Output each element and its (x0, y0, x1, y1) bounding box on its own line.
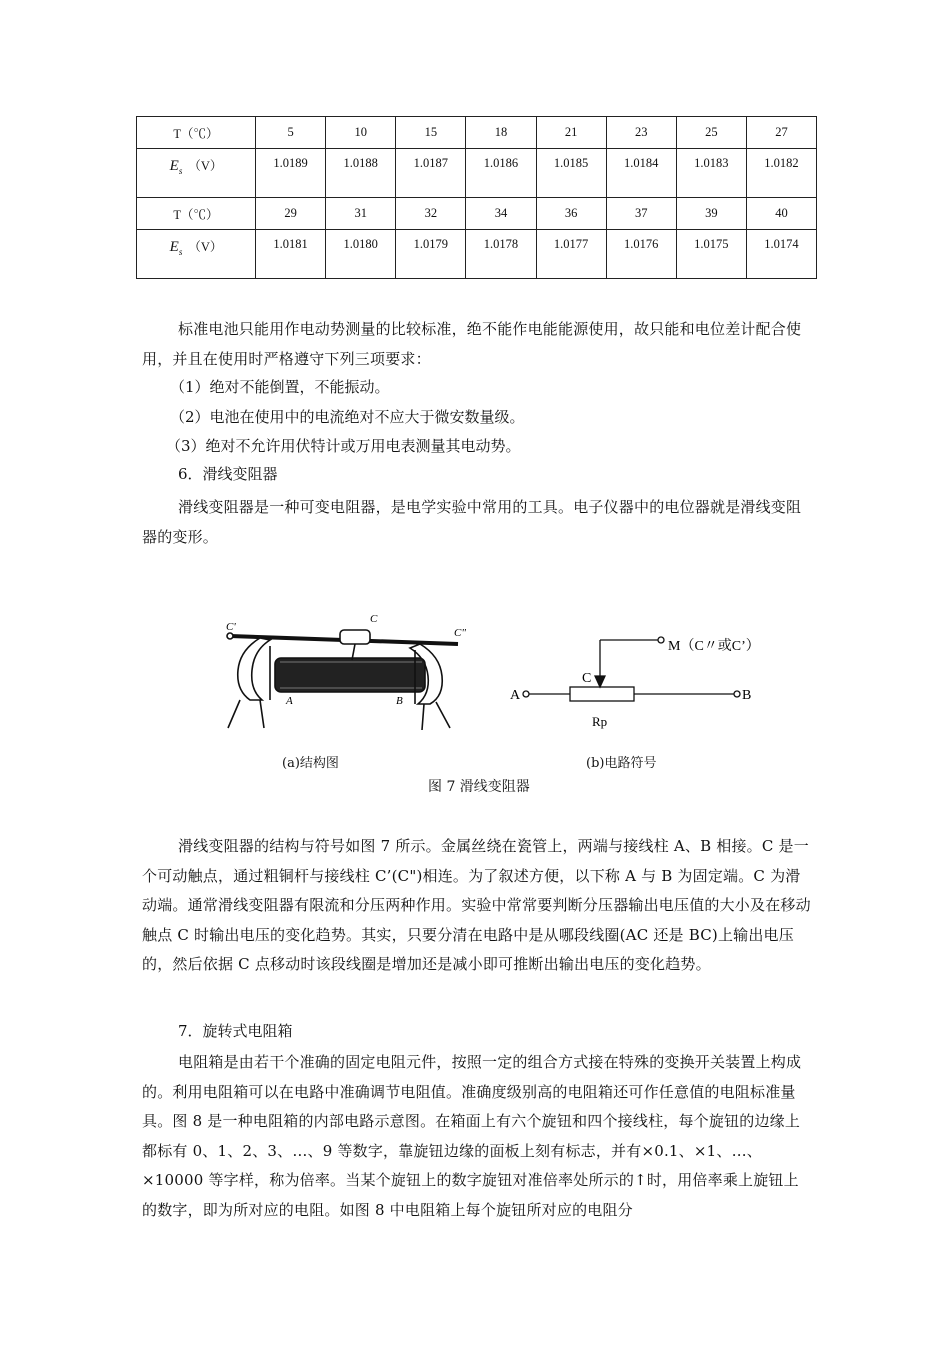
table-cell: 39 (676, 198, 746, 230)
table-cell: 1.0189 (256, 149, 326, 198)
table-cell: 10 (326, 117, 396, 149)
emf-symbol: $E_s$ (169, 158, 183, 176)
section-heading-7: 7．旋转式电阻箱 (178, 1022, 293, 1040)
figure-7-title: 图 7 滑线变阻器 (428, 779, 530, 795)
caption-circuit-symbol: (b)电路符号 (586, 756, 657, 771)
table-cell: 34 (466, 198, 536, 230)
table-cell: 1.0182 (746, 149, 816, 198)
table-cell: 1.0187 (396, 149, 466, 198)
table-cell: 1.0181 (256, 230, 326, 279)
label-b-structure: B (396, 695, 403, 707)
table-cell: 1.0185 (536, 149, 606, 198)
requirement-item-2: （2）电池在使用中的电流绝对不应大于微安数量级。 (170, 408, 525, 426)
circuit-label-rp: Rp (592, 714, 608, 729)
emf-row (137, 149, 817, 198)
requirement-item-3: （3）绝对不允许用伏特计或万用电表测量其电动势。 (166, 437, 521, 455)
rheostat-structure-drawing (227, 630, 458, 730)
emf-row (137, 230, 817, 279)
circuit-label-b: B (742, 688, 752, 703)
table-cell: 31 (326, 198, 396, 230)
circuit-label-a: A (510, 688, 521, 703)
table-cell: 40 (746, 198, 816, 230)
table-cell: 32 (396, 198, 466, 230)
emf-symbol: $E_s$ (169, 239, 183, 257)
table-cell: 1.0178 (466, 230, 536, 279)
circuit-label-m: M（C〃或C’） (668, 639, 760, 654)
table-cell: 1.0180 (326, 230, 396, 279)
paragraph-structure-description: 滑线变阻器的结构与符号如图 7 所示。金属丝绕在瓷管上，两端与接线柱 A、B 相接。C 是一个可动触点，通过粗铜杆与接线柱 C’(C")相连。为了叙述方便，以下称 A 与 B 为固定端。C 为滑动端。通常滑线变阻器有限流和分压两种作用。实验中常常要判断分压器输出电压值的大小及在移动触点 C 时输出电压的变化趋势。其实，只要分清在电路中是从哪段线圈(AC 还是 BC)上输出电压的，然后依据 C 点移动时该段线圈是增加还是减小即可推断出输出电压的变化趋势。 (142, 837, 811, 973)
table-cell: 1.0175 (676, 230, 746, 279)
table-cell: 1.0177 (536, 230, 606, 279)
row-header: T（℃） (137, 117, 256, 149)
table-cell: 15 (396, 117, 466, 149)
paragraph-standard-cell: 标准电池只能用作电动势测量的比较标准，绝不能作电能能源使用，故只能和电位差计配合使用，并且在使用时严格遵守下列三项要求： (142, 320, 802, 368)
table-cell: 21 (536, 117, 606, 149)
caption-structure: (a)结构图 (282, 756, 339, 771)
table-cell: 25 (676, 117, 746, 149)
table-cell: 29 (256, 198, 326, 230)
table-cell: 27 (746, 117, 816, 149)
table-cell: 1.0184 (606, 149, 676, 198)
table-cell: 1.0186 (466, 149, 536, 198)
paragraph-slide-rheostat-intro: 滑线变阻器是一种可变电阻器，是电学实验中常用的工具。电子仪器中的电位器就是滑线变阻器的变形。 (142, 498, 802, 546)
emf-unit: （V） (188, 240, 223, 254)
table-cell: 18 (466, 117, 536, 149)
circuit-label-c: C (582, 671, 592, 686)
label-c-prime: C' (226, 621, 236, 633)
requirement-item-1: （1）绝对不能倒置，不能振动。 (170, 378, 390, 396)
table-cell: 36 (536, 198, 606, 230)
table-cell: 1.0174 (746, 230, 816, 279)
table-cell: 1.0183 (676, 149, 746, 198)
temperature-row (137, 117, 817, 149)
label-a-structure: A (286, 695, 293, 707)
temperature-row (137, 198, 817, 230)
paragraph-resistance-box: 电阻箱是由若干个准确的固定电阻元件，按照一定的组合方式接在特殊的变换开关装置上构成的。利用电阻箱可以在电路中准确调节电阻值。准确度级别高的电阻箱还可作任意值的电阻标准量具。图 8 是一种电阻箱的内部电路示意图。在箱面上有六个旋钮和四个接线柱，每个旋钮的边缘上都标有 0、1、2、3、…、9 等数字，靠旋钮边缘的面板上刻有标志，并有×0.1、×1、…、×10000 等字样，称为倍率。当某个旋钮上的数字旋钮对准倍率处所示的↑时，用倍率乘上旋钮上的数字，即为所对应的电阻。如图 8 中电阻箱上每个旋钮所对应的电阻分 (142, 1053, 802, 1219)
row-header (137, 230, 256, 279)
row-header (137, 149, 256, 198)
label-c-top: C (370, 613, 378, 625)
table-cell: 1.0176 (606, 230, 676, 279)
emf-unit: （V） (188, 159, 223, 173)
table-cell: 23 (606, 117, 676, 149)
emf-temperature-table (136, 116, 817, 279)
table-cell: 5 (256, 117, 326, 149)
table-cell: 1.0179 (396, 230, 466, 279)
table-cell: 37 (606, 198, 676, 230)
table-cell: 1.0188 (326, 149, 396, 198)
label-c-double-prime: C" (454, 627, 466, 639)
row-header: T（℃） (137, 198, 256, 230)
section-heading-6: 6．滑线变阻器 (178, 465, 278, 483)
